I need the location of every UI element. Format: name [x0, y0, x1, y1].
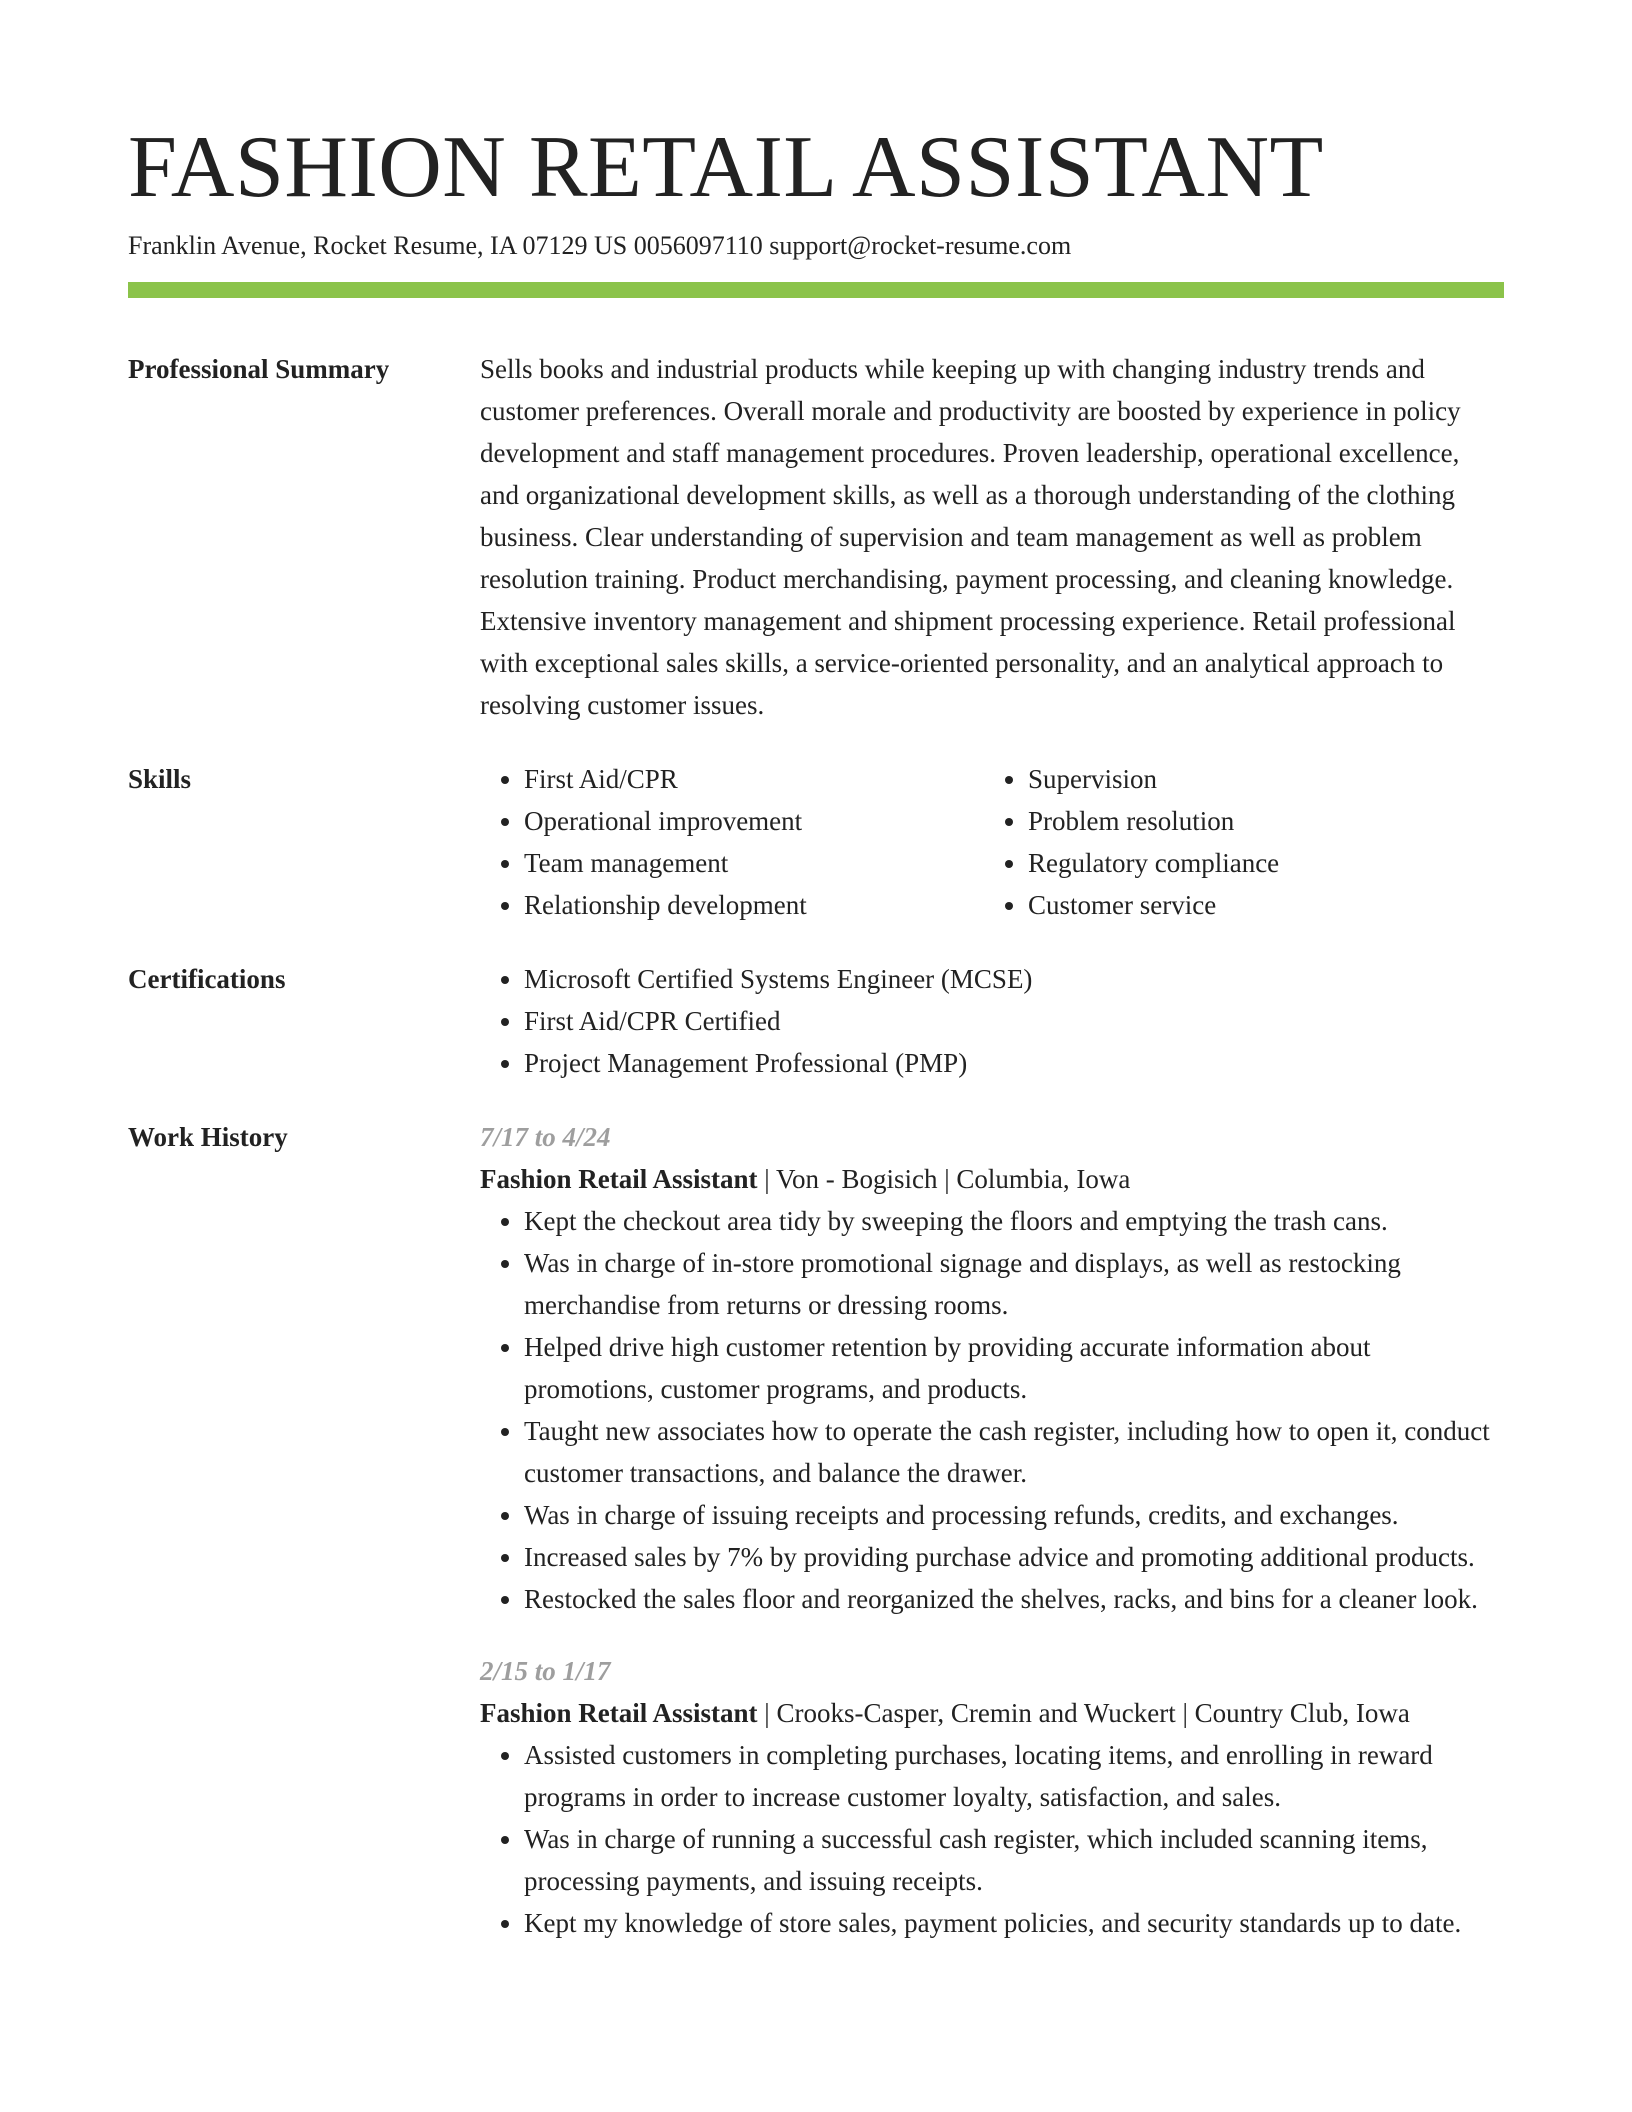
- summary-text: Sells books and industrial products while keeping up with changing industry trends and customer preferences. Overall morale and productivity are boosted by experience in policy development and staff management procedures. Proven leadership, operational excellence, and organizational development skills, as well as a thorough understanding of the clothing business. Clear understanding of supervision and team management as well as problem resolution training. Product merchandising, payment processing, and cleaning knowledge. Extensive inventory management and shipment processing experience. Retail professional with exceptional sales skills, a service-oriented personality, and an analytical approach to resolving customer issues.: [480, 354, 1461, 720]
- resume-name: FASHION RETAIL ASSISTANT: [128, 119, 1324, 216]
- resume-page: [128, 118, 1504, 1944]
- job-title-line: [480, 1692, 1504, 1734]
- job-bullets: [480, 1734, 1504, 1944]
- list-item: • Kept my knowledge of store sales, payment policies, and security standards up to date.: [524, 1902, 1504, 1944]
- section-heading: Work History: [128, 1122, 288, 1152]
- list-item: • Relationship development: [524, 884, 984, 926]
- job-dates: 2/15 to 1/17: [480, 1656, 611, 1686]
- list-item: • Taught new associates how to operate the cash register, including how to open it, conduct customer transactions, and balance the drawer.: [524, 1410, 1504, 1494]
- certifications-list: [480, 958, 1504, 1084]
- skills-section: [128, 758, 1504, 926]
- section-heading: Professional Summary: [128, 354, 390, 384]
- list-item: • Was in charge of running a successful cash register, which included scanning items, processing payments, and issuing receipts.: [524, 1818, 1504, 1902]
- list-item: • Was in charge of in-store promotional signage and displays, as well as restocking merchandise from returns or dressing rooms.: [524, 1242, 1504, 1326]
- job-details: | Von - Bogisich | Columbia, Iowa: [757, 1164, 1131, 1194]
- job-bullets: [480, 1200, 1504, 1620]
- list-item: • Regulatory compliance: [1028, 842, 1488, 884]
- list-item: • Increased sales by 7% by providing purchase advice and promoting additional products.: [524, 1536, 1504, 1578]
- list-item: • Problem resolution: [1028, 800, 1488, 842]
- list-item: • Restocked the sales floor and reorganized the shelves, racks, and bins for a cleaner look.: [524, 1578, 1504, 1620]
- certifications-section: [128, 958, 1504, 1084]
- work-history-body: [480, 1116, 1504, 1944]
- skills-body: [480, 758, 1504, 926]
- contact-line: Franklin Avenue, Rocket Resume, IA 07129 US 0056097110 support@rocket-resume.com: [128, 231, 1072, 260]
- list-item: • Helped drive high customer retention by providing accurate information about promotions, customer programs, and products.: [524, 1326, 1504, 1410]
- job-title: Fashion Retail Assistant: [480, 1698, 758, 1728]
- accent-divider: [128, 282, 1504, 298]
- job-details: | Crooks-Casper, Cremin and Wuckert | Country Club, Iowa: [757, 1698, 1410, 1728]
- job-entry: [480, 1650, 1504, 1944]
- skills-grid: [480, 758, 1504, 926]
- skills-list-right: [984, 758, 1488, 926]
- summary-section: [128, 348, 1504, 726]
- list-item: • Project Management Professional (PMP): [524, 1042, 1504, 1084]
- list-item: • Operational improvement: [524, 800, 984, 842]
- list-item: • First Aid/CPR: [524, 758, 984, 800]
- skills-column-right: [984, 758, 1488, 926]
- certifications-body: [480, 958, 1504, 1084]
- list-item: • Team management: [524, 842, 984, 884]
- work-history-section: [128, 1116, 1504, 1944]
- list-item: • Assisted customers in completing purchases, locating items, and enrolling in reward programs in order to increase customer loyalty, satisfaction, and sales.: [524, 1734, 1504, 1818]
- skills-list-left: [480, 758, 984, 926]
- list-item: • First Aid/CPR Certified: [524, 1000, 1504, 1042]
- skills-column-left: [480, 758, 984, 926]
- list-item: • Supervision: [1028, 758, 1488, 800]
- list-item: • Customer service: [1028, 884, 1488, 926]
- section-heading: Certifications: [128, 964, 286, 994]
- job-entry: [480, 1116, 1504, 1620]
- section-heading: Skills: [128, 764, 192, 794]
- job-title: Fashion Retail Assistant: [480, 1164, 758, 1194]
- list-item: • Microsoft Certified Systems Engineer (MCSE): [524, 958, 1504, 1000]
- list-item: • Was in charge of issuing receipts and processing refunds, credits, and exchanges.: [524, 1494, 1504, 1536]
- job-title-line: [480, 1158, 1504, 1200]
- list-item: • Kept the checkout area tidy by sweeping the floors and emptying the trash cans.: [524, 1200, 1504, 1242]
- job-dates: 7/17 to 4/24: [480, 1122, 611, 1152]
